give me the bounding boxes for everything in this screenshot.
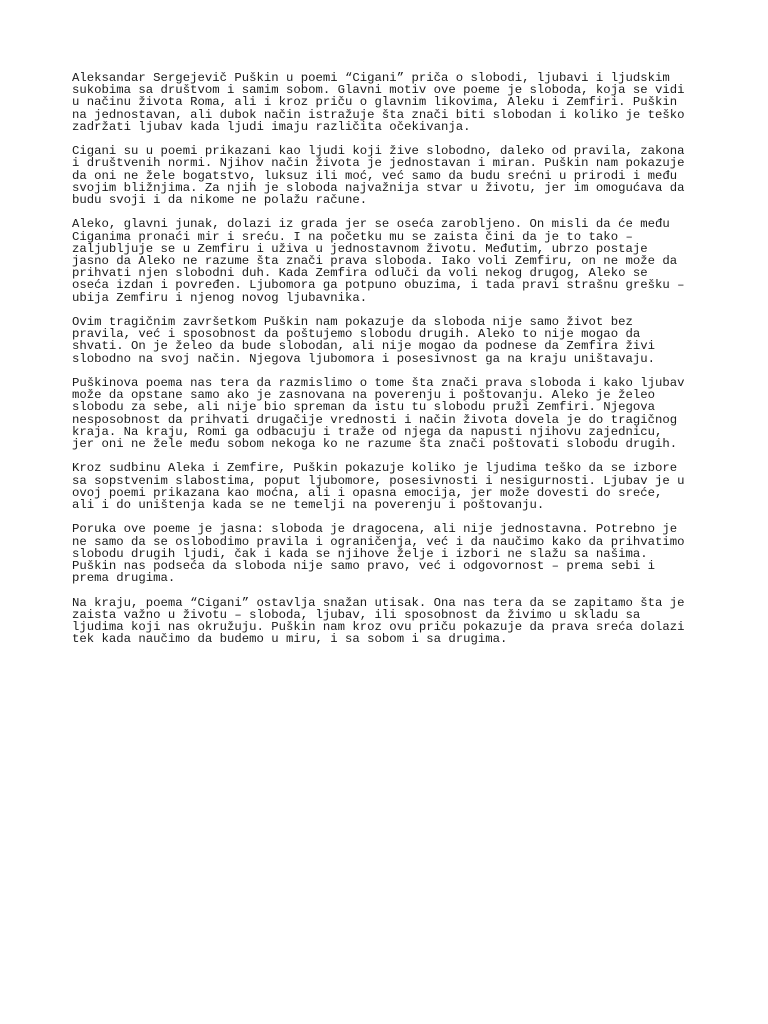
paragraph-5: Puškinova poema nas tera da razmislimo o tome šta znači prava sloboda i kako ljubav može da opstane samo ako je zasnovana na poverenju i poštovanju. Aleko je želeo slobodu za sebe, ali nije bio spreman da istu tu slobodu pruži Zemfiri. Njegova nesposobnost da prihvati drugačije vrednosti i način života dovela je do tragičnog kraja. Na kraju, Romi ga odbacuju i traže od njega da napusti njihovu zajednicu, jer oni ne žele među sobom nekoga ko ne razume šta znači poštovati slobodu drugih.	[72, 376, 685, 452]
paragraph-3: Aleko, glavni junak, dolazi iz grada jer se oseća zarobljeno. On misli da će među Ciganima pronaći mir i sreću. I na početku mu se zaista čini da je to tako – zaljubljuje se u Zemfiru i uživa u jednostavnom životu. Međutim, ubrzo postaje jasno da Aleko ne razume šta znači prava sloboda. Iako voli Zemfiru, on ne može da prihvati njen slobodni duh. Kada Zemfira odluči da voli nekog drugog, Aleko se oseća izdan i povređen. Ljubomora ga potpuno obuzima, i tada pravi strašnu grešku – ubija Zemfiru i njenog novog ljubavnika.	[72, 217, 685, 305]
paragraph-2: Cigani su u poemi prikazani kao ljudi koji žive slobodno, daleko od pravila, zakona i društvenih normi. Njihov način života je jednostavan i miran. Puškin nam pokazuje da oni ne žele bogatstvo, luksuz ili moć, već samo da budu srećni u prirodi i među svojim bližnjima. Za njih je sloboda najvažnija stvar u životu, jer im omogućava da budu svoji i da nikome ne polažu račune.	[72, 144, 685, 208]
paragraph-8: Na kraju, poema “Cigani” ostavlja snažan utisak. Ona nas tera da se zapitamo šta je zaista važno u životu – sloboda, ljubav, ili sposobnost da živimo u skladu sa ljudima koji nas okružuju. Puškin nam kroz ovu priču pokazuje da prava sreća dolazi tek kada naučimo da budemo u miru, i sa sobom i sa drugima.	[72, 595, 685, 647]
paragraph-7: Poruka ove poeme je jasna: sloboda je dragocena, ali nije jednostavna. Potrebno je ne samo da se oslobodimo pravila i ograničenja, već i da naučimo kako da prihvatimo slobodu drugih ljudi, čak i kada se njihove želje i izbori ne slažu sa našima. Puškin nas podseća da sloboda nije samo pravo, već i odgovornost – prema sebi i prema drugima.	[72, 522, 685, 586]
document-body	[72, 72, 702, 658]
paragraph-1: Aleksandar Sergejevič Puškin u poemi “Cigani” priča o slobodi, ljubavi i ljudskim sukobima sa društvom i samim sobom. Glavni motiv ove poeme je sloboda, koja se vidi u načinu života Roma, ali i kroz priču o glavnim likovima, Aleku i Zemfiri. Puškin na jednostavan, ali dubok način istražuje šta znači biti slobodan i koliko je teško zadržati ljubav kada ljudi imaju različita očekivanja.	[72, 71, 685, 134]
paragraph-4: Ovim tragičnim završetkom Puškin nam pokazuje da sloboda nije samo život bez pravila, već i sposobnost da poštujemo slobodu drugih. Aleko to nije mogao da shvati. On je želeo da bude slobodan, ali nije mogao da podnese da Zemfira živi slobodno na svoj način. Njegova ljubomora i posesivnost ga na kraju uništavaju.	[72, 315, 655, 366]
paragraph-6: Kroz sudbinu Aleka i Zemfire, Puškin pokazuje koliko je ljudima teško da se izbore sa sopstvenim slabostima, poput ljubomore, posesivnosti i nesigurnosti. Ljubav je u ovoj poemi prikazana kao moćna, ali i opasna emocija, jer može dovesti do sreće, ali i do uništenja kada se ne temelji na poverenju i poštovanju.	[72, 461, 685, 513]
